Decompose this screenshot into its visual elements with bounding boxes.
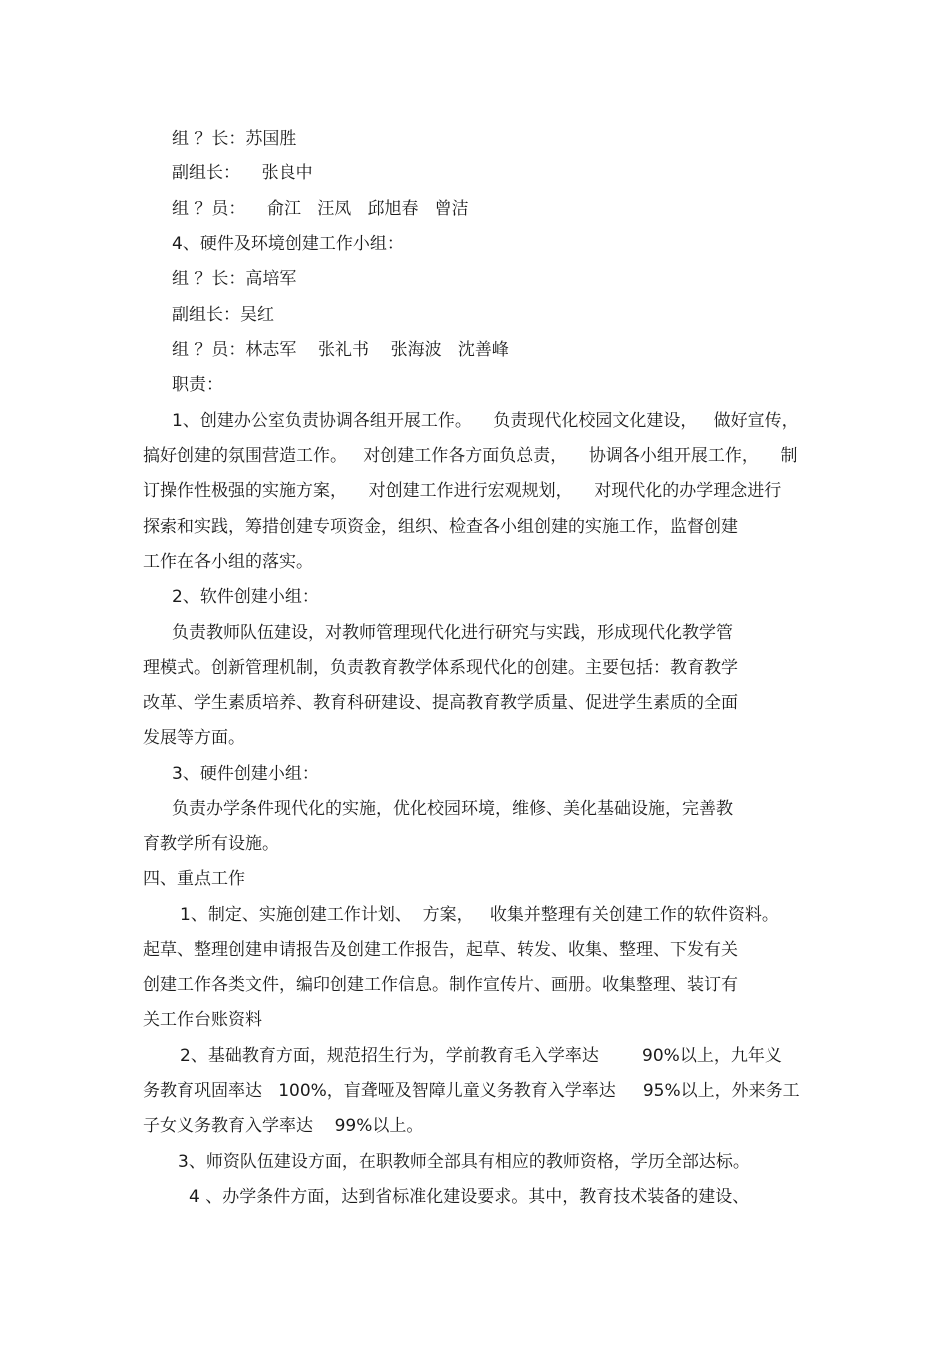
text-line: 4 、办学条件方面，达到省标准化建设要求。其中，教育技术装备的建设、 xyxy=(189,1187,750,1207)
text-line: 3、硬件创建小组： xyxy=(172,764,319,784)
text-line: 探索和实践，筹措创建专项资金，组织、检查各小组创建的实施工作，监督创建 xyxy=(143,517,738,537)
text-line: 创建工作各类文件，编印创建工作信息。制作宣传片、画册。收集整理、装订有 xyxy=(143,975,738,995)
text-line: 2、软件创建小组： xyxy=(172,587,319,607)
text-line: 四、重点工作 xyxy=(143,869,245,889)
text-line: 负责教师队伍建设，对教师管理现代化进行研究与实践，形成现代化教学管 xyxy=(172,623,733,643)
text-line: 组 ？长：高培军 xyxy=(172,269,297,289)
text-line: 搞好创建的氛围营造工作。 对创建工作各方面负总责， 协调各小组开展工作， 制 xyxy=(143,446,798,466)
text-line: 负责办学条件现代化的实施，优化校园环境，维修、美化基础设施，完善教 xyxy=(172,799,733,819)
text-line: 组 ？员： 俞江 汪凤 邱旭春 曾洁 xyxy=(172,199,469,219)
text-line: 组 ？员：林志军 张礼书 张海波 沈善峰 xyxy=(172,340,509,360)
text-line: 3、师资队伍建设方面，在职教师全部具有相应的教师资格，学历全部达标。 xyxy=(178,1152,750,1172)
text-line: 改革、学生素质培养、教育科研建设、提高教育教学质量、促进学生素质的全面 xyxy=(143,693,738,713)
text-line: 理模式。创新管理机制，负责教育教学体系现代化的创建。主要包括：教育教学 xyxy=(143,658,738,678)
text-line: 职责： xyxy=(172,375,223,395)
text-line: 副组长： 张良中 xyxy=(172,163,313,183)
text-line: 起草、整理创建申请报告及创建工作报告，起草、转发、收集、整理、下发有关 xyxy=(143,940,738,960)
text-line: 2、基础教育方面，规范招生行为，学前教育毛入学率达 90%以上，九年义 xyxy=(180,1046,782,1066)
text-line: 工作在各小组的落实。 xyxy=(143,552,313,572)
text-line: 发展等方面。 xyxy=(143,728,245,748)
text-line: 订操作性极强的实施方案， 对创建工作进行宏观规划， 对现代化的办学理念进行 xyxy=(143,481,782,501)
text-line: 务教育巩固率达 100%，盲聋哑及智障儿童义务教育入学率达 95%以上，外来务工 xyxy=(143,1081,800,1101)
text-line: 4、硬件及环境创建工作小组： xyxy=(172,234,404,254)
text-line: 关工作台账资料 xyxy=(143,1010,262,1030)
text-line: 子女义务教育入学率达 99%以上。 xyxy=(143,1116,424,1136)
text-line: 组 ？长：苏国胜 xyxy=(172,129,297,149)
text-line: 育教学所有设施。 xyxy=(143,834,279,854)
text-line: 1、创建办公室负责协调各组开展工作。 负责现代化校园文化建设， 做好宣传， xyxy=(172,411,799,431)
text-line: 副组长：吴红 xyxy=(172,305,274,325)
text-line: 1、制定、实施创建工作计划、 方案， 收集并整理有关创建工作的软件资料。 xyxy=(180,905,779,925)
